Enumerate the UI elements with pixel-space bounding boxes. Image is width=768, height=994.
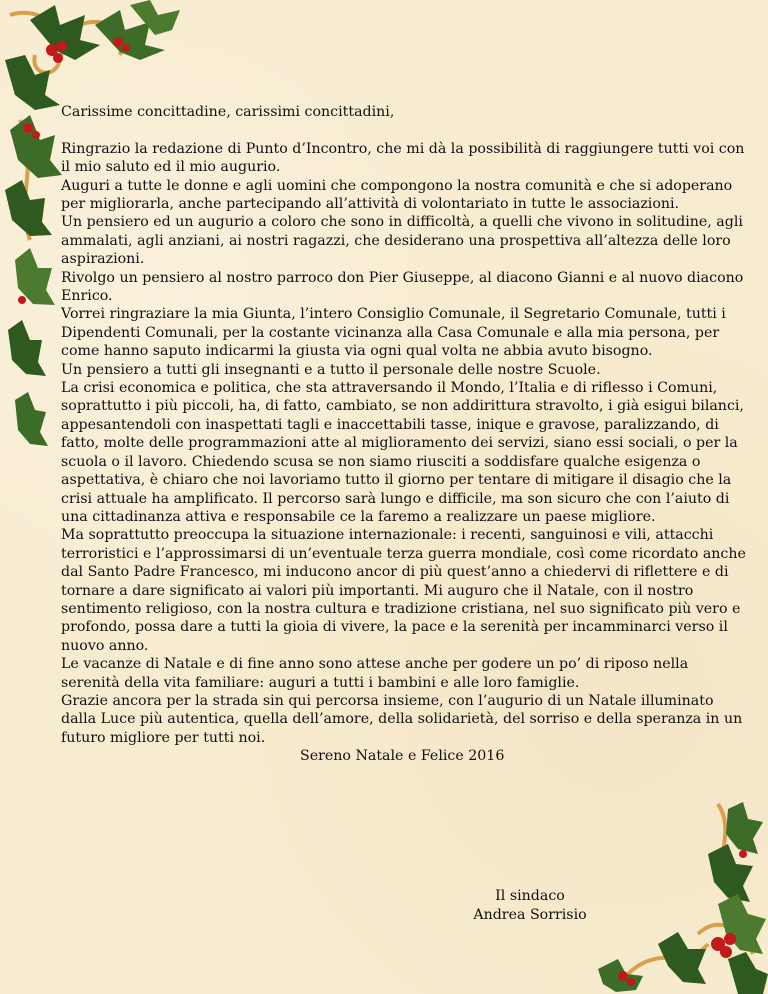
letter-paragraph: Vorrei ringraziare la mia Giunta, l’intero Consiglio Comunale, il Segretario Comunale, tutti i Dipendenti Comunali, per la costante vicinanza alla Casa Comunale e alla mia persona, per come hanno saputo indicarmi la giusta via ogni qual volta ne abbia avuto bisogno.	[61, 306, 726, 360]
letter-paragraph: Grazie ancora per la strada sin qui percorsa insieme, con l’augurio di un Natale illuminato dalla Luce più autentica, quella dell’amore, della solidarietà, del sorriso e della speranza in un futuro migliore per tutti noi.	[61, 692, 743, 746]
letter-paragraph: Rivolgo un pensiero al nostro parroco don Pier Giuseppe, al diacono Gianni e al nuovo diacono Enrico.	[61, 269, 744, 305]
letter-paragraph: Un pensiero ed un augurio a coloro che sono in difficoltà, a quelli che vivono in solitudine, agli ammalati, agli anziani, ai nostri ragazzi, che desiderano una prospettiva all’altezza delle loro aspirazioni.	[61, 214, 743, 268]
letter-closing: Sereno Natale e Felice 2016	[300, 748, 505, 765]
letter-paragraph: Un pensiero a tutti gli insegnanti e a tutto il personale delle nostre Scuole.	[61, 361, 601, 378]
letter-body	[61, 103, 751, 766]
signature-title: Il sindaco	[495, 888, 565, 904]
signature-block	[440, 887, 620, 925]
letter-paragraph: Auguri a tutte le donne e agli uomini che compongono la nostra comunità e che si adoperano per migliorarla, anche partecipando all’attività di volontariato in tutte le associazioni.	[61, 177, 733, 213]
letter-paragraph: Ma soprattutto preoccupa la situazione internazionale: i recenti, sanguinosi e vili, attacchi terroristici e l’approssimarsi di un’eventuale terza guerra mondiale, così come ricordato anche dal Santo Padre Francesco, mi inducono ancor di più quest’anno a chiedervi di riflettere e di tornare a dare significato ai valori più importanti. Mi auguro che il Natale, con il nostro sentimento religioso, con la nostra cultura e tradizione cristiana, nel suo significato più vero e profondo, possa dare a tutti la gioia di vivere, la pace e la serenità per incamminarci verso il nuovo anno.	[61, 527, 746, 654]
letter-paragraph: La crisi economica e politica, che sta attraversando il Mondo, l’Italia e di riflesso i Comuni, soprattutto i più piccoli, ha, di fatto, cambiato, se non addirittura stravolto, i già esigui bilanci, appesantendoli con inaspettati tagli e inaccettabili tasse, inique e gravose, paralizzando, di fatto, molte delle programmazioni atte al miglioramento dei servizi, siano essi sociali, o per la scuola o il lavoro. Chiedendo scusa se non siamo riusciti a soddisfare qualche esigenza o aspettativa, è chiaro che noi lavoriamo tutto il giorno per tentare di mitigare il disagio che la crisi attuale ha amplificato. Il percorso sarà lungo e difficile, ma son sicuro che con l’aiuto di una cittadinanza attiva e responsabile ce la faremo a realizzare un paese migliore.	[61, 380, 744, 525]
signature-name: Andrea Sorrisio	[473, 907, 587, 923]
letter-paragraph: Le vacanze di Natale e di fine anno sono attese anche per godere un po’ di riposo nella serenità della vita familiare: auguri a tutti i bambini e alle loro famiglie.	[61, 656, 689, 691]
letter-paragraph: Ringrazio la redazione di Punto d’Incontro, che mi dà la possibilità di raggiungere tutti voi con il mio saluto ed il mio augurio.	[61, 140, 745, 176]
letter-greeting: Carissime concittadine, carissimi concittadini,	[61, 104, 395, 120]
holly-leaves-icon	[598, 802, 768, 994]
